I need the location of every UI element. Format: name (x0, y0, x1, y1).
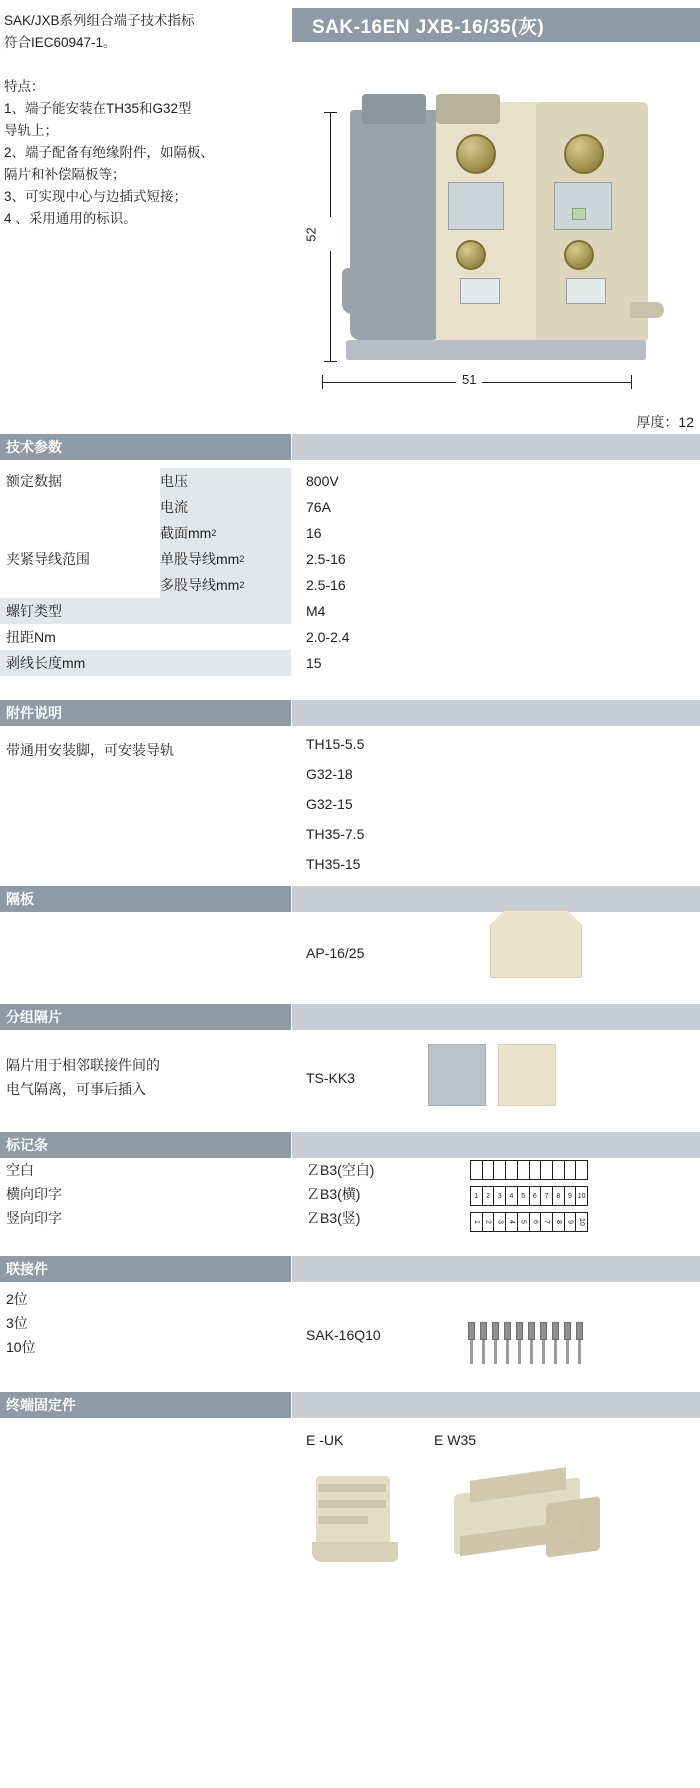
marker-strip-blank (470, 1160, 588, 1180)
comb-tooth (552, 1322, 559, 1340)
table-row (0, 520, 700, 546)
terminal-body-gray (350, 110, 442, 340)
marker-label-blank: 空白 (6, 1162, 34, 1178)
terminal-cap-left (362, 94, 426, 124)
section-header-divider (0, 886, 292, 912)
width-dimension-value: 51 (456, 372, 482, 387)
intro-line-0: SAK/JXB系列组合端子技术指标 (4, 13, 195, 28)
section-header-connector-label: 联接件 (6, 1261, 48, 1277)
intro-line-9: 4 、采用通用的标识。 (4, 211, 137, 226)
comb-tooth (576, 1322, 583, 1340)
connector-code: SAK-16Q10 (306, 1327, 381, 1343)
table-row (0, 468, 700, 494)
tech-value-screw-type: M4 (292, 598, 700, 624)
marker-cell: 4 (506, 1187, 518, 1205)
intro-line-7: 隔片和补偿隔板等； (4, 167, 126, 182)
height-dimension-value: 52 (301, 227, 322, 241)
marker-label-horizontal: 横向印字 (6, 1186, 62, 1202)
marker-cell (541, 1161, 553, 1179)
table-row (0, 546, 700, 572)
divider-plate-shape (490, 910, 582, 978)
section-header-end-stop (0, 1392, 292, 1418)
tech-sublabel-multi-sup: 2 (239, 580, 245, 590)
section-header-tech-label: 技术参数 (6, 439, 62, 455)
tech-sublabel-single-sup: 2 (239, 554, 245, 564)
table-row (0, 598, 700, 624)
marker-cell: 5 (518, 1187, 530, 1205)
marker-cell (553, 1161, 565, 1179)
height-dimension-mask (326, 217, 335, 251)
tech-sublabel-section (160, 520, 292, 546)
comb-tooth (516, 1322, 523, 1340)
marker-cell (530, 1161, 542, 1179)
tech-label-strip-length: 剥线长度mm (0, 650, 292, 676)
marker-cell (565, 1161, 577, 1179)
terminal-block-illustration (340, 90, 670, 370)
tech-label-blank-1 (0, 494, 160, 520)
marker-cell: 3 (494, 1187, 506, 1205)
terminal-screw-1 (456, 134, 496, 174)
terminal-side-tab (630, 302, 664, 318)
marker-cell (506, 1161, 518, 1179)
tech-sublabel-voltage: 电压 (160, 468, 292, 494)
marker-cell (518, 1161, 530, 1179)
marker-cell: 2 (483, 1187, 495, 1205)
marker-cell: 8 (553, 1187, 565, 1205)
height-dimension-cap-top (324, 112, 337, 113)
section-header-group-separator-right (292, 1004, 700, 1030)
marker-cell: 1 (471, 1187, 483, 1205)
marker-code-vertical: ＺB3(竖) (306, 1210, 361, 1226)
tech-sublabel-section-base: 截面mm (160, 525, 212, 541)
section-header-divider-right (292, 886, 700, 912)
terminal-rail-foot (346, 340, 646, 360)
marker-cell: 6 (530, 1213, 542, 1231)
tech-sublabel-multi-base: 多股导线mm (160, 577, 240, 593)
height-dimension (303, 112, 338, 362)
terminal-metal-clamp-3 (460, 278, 500, 304)
comb-tooth (480, 1322, 487, 1340)
comb-pin (530, 1340, 533, 1364)
euk-rib-1 (318, 1484, 386, 1492)
marker-cell: 10 (577, 1192, 586, 1200)
section-header-end-stop-right (292, 1392, 700, 1418)
euk-rib-2 (318, 1500, 386, 1508)
section-header-tech-right (292, 434, 700, 460)
divider-part-code: AP-16/25 (306, 945, 365, 961)
accessory-rail-0: TH15-5.5 (306, 736, 365, 752)
tech-value-voltage: 800V (292, 468, 700, 494)
section-header-marker-label: 标记条 (6, 1137, 48, 1153)
table-row (0, 494, 700, 520)
marker-cell: 7 (541, 1213, 553, 1231)
intro-line-4: 1、端子能安装在TH35和G32型 (4, 101, 192, 116)
terminal-metal-clamp-2 (554, 182, 612, 230)
width-dimension-cap-left (322, 375, 323, 389)
intro-line-5: 导轨上； (4, 123, 58, 138)
tech-label-wire-range: 夹紧导线范围 (0, 546, 160, 572)
marker-label-vertical: 竖向印字 (6, 1210, 62, 1226)
comb-tooth (492, 1322, 499, 1340)
marker-code-blank: ＺB3(空白) (306, 1162, 375, 1178)
end-stop-label-1: E -UK (306, 1432, 344, 1448)
accessory-rail-3: TH35-7.5 (306, 826, 365, 842)
tech-label-blank-3 (0, 572, 160, 598)
marker-cell: 7 (541, 1187, 553, 1205)
section-header-accessories-right (292, 700, 700, 726)
marker-cell: 6 (530, 1187, 542, 1205)
terminal-green-marker (572, 208, 586, 220)
comb-pin (566, 1340, 569, 1364)
comb-tooth (564, 1322, 571, 1340)
accessory-mount-label: 带通用安装脚，可安装导轨 (6, 742, 174, 758)
section-header-accessories (0, 700, 292, 726)
section-header-accessories-label: 附件说明 (6, 705, 62, 721)
connector-position-2: 10位 (6, 1339, 36, 1355)
euk-rib-3 (318, 1516, 368, 1524)
table-row (0, 624, 700, 650)
column-divider (291, 0, 292, 1788)
comb-pin (554, 1340, 557, 1364)
table-row (0, 650, 700, 676)
terminal-screw-4 (564, 240, 594, 270)
comb-pin (470, 1340, 473, 1364)
connector-comb-illustration (468, 1322, 588, 1366)
comb-tooth (540, 1322, 547, 1340)
tech-value-strip-length: 15 (292, 650, 700, 676)
width-dimension (322, 372, 632, 392)
product-image-area (292, 42, 700, 430)
marker-cell: 9 (565, 1213, 577, 1231)
marker-cell: 8 (553, 1213, 565, 1231)
tech-sublabel-single-base: 单股导线mm (160, 551, 240, 567)
tech-sublabel-single-wire (160, 546, 292, 572)
comb-pin (482, 1340, 485, 1364)
marker-cell: 5 (518, 1213, 530, 1231)
terminal-metal-clamp-1 (448, 182, 504, 230)
terminal-metal-clamp-4 (566, 278, 606, 304)
comb-pin (578, 1340, 581, 1364)
intro-line-6: 2、端子配备有绝缘附件，如隔板、 (4, 145, 215, 160)
tech-sublabel-current: 电流 (160, 494, 292, 520)
group-separator-plate-gray (428, 1044, 486, 1106)
connector-position-0: 2位 (6, 1291, 28, 1307)
terminal-cap-right (436, 94, 500, 124)
end-stop-label-2: E W35 (434, 1432, 477, 1448)
accessory-rail-1: G32-18 (306, 766, 353, 782)
intro-text-block (0, 0, 290, 230)
intro-spacer (4, 54, 282, 76)
marker-cell: 9 (565, 1187, 577, 1205)
tech-sublabel-multi-wire (160, 572, 292, 598)
section-header-marker-right (292, 1132, 700, 1158)
section-header-divider-label: 隔板 (6, 891, 34, 907)
marker-strip-vertical (470, 1212, 588, 1232)
intro-line-8: 3、可实现中心与边插式短接； (4, 189, 188, 204)
end-stop-ew35-illustration (450, 1466, 610, 1576)
terminal-screw-3 (456, 240, 486, 270)
section-header-end-stop-label: 终端固定件 (6, 1397, 76, 1413)
marker-strip-horizontal (470, 1186, 588, 1206)
tech-label-rated: 额定数据 (0, 468, 160, 494)
marker-cell: 3 (494, 1213, 506, 1231)
group-separator-plate-beige (498, 1044, 556, 1106)
accessory-rail-2: G32-15 (306, 796, 353, 812)
accessory-mount-row (0, 726, 700, 886)
terminal-screw-2 (564, 134, 604, 174)
intro-line-3: 特点： (4, 79, 45, 94)
comb-tooth (468, 1322, 475, 1340)
group-separator-code: TS-KK3 (306, 1070, 356, 1086)
comb-tooth (504, 1322, 511, 1340)
section-header-marker (0, 1132, 292, 1158)
table-row (0, 572, 700, 598)
accessory-rail-4: TH35-15 (306, 856, 361, 872)
tech-label-screw-type: 螺钉类型 (0, 598, 292, 624)
marker-cell (471, 1161, 483, 1179)
product-title: SAK-16EN JXB-16/35(灰) (312, 16, 545, 38)
intro-line-1: 符合IEC60947-1。 (4, 35, 117, 50)
tech-value-multi-wire: 2.5-16 (292, 572, 700, 598)
section-header-group-separator-label: 分组隔片 (6, 1009, 62, 1025)
group-separator-desc-1: 隔片用于相邻联接件间的 (6, 1057, 160, 1073)
tech-value-torque: 2.0-2.4 (292, 624, 700, 650)
tech-value-section: 16 (292, 520, 700, 546)
width-dimension-cap-right (631, 375, 632, 389)
height-dimension-cap-bottom (324, 361, 337, 362)
tech-value-current: 76A (292, 494, 700, 520)
marker-cell (483, 1161, 495, 1179)
end-stop-euk-illustration (306, 1470, 426, 1566)
comb-pin (506, 1340, 509, 1364)
section-header-group-separator (0, 1004, 292, 1030)
tech-sublabel-section-sup: 2 (211, 528, 217, 538)
comb-pin (542, 1340, 545, 1364)
marker-cell: 4 (506, 1213, 518, 1231)
product-title-bar (292, 8, 700, 42)
comb-pin (518, 1340, 521, 1364)
section-header-connector (0, 1256, 292, 1282)
section-header-connector-right (292, 1256, 700, 1282)
tech-value-single-wire: 2.5-16 (292, 546, 700, 572)
comb-tooth (528, 1322, 535, 1340)
tech-label-torque: 扭距Nm (0, 624, 292, 650)
tech-label-blank-2 (0, 520, 160, 546)
marker-cell: 2 (483, 1213, 495, 1231)
marker-code-horizontal: ＺB3(横) (306, 1186, 361, 1202)
comb-pin (494, 1340, 497, 1364)
marker-cell: 1 (471, 1213, 483, 1231)
marker-cell (576, 1161, 587, 1179)
euk-base (312, 1542, 398, 1562)
thickness-label: 厚度：12 (636, 414, 694, 430)
marker-cell (494, 1161, 506, 1179)
connector-position-1: 3位 (6, 1315, 28, 1331)
group-separator-desc-2: 电气隔离，可事后插入 (6, 1081, 146, 1097)
marker-cell: 10 (578, 1218, 586, 1226)
section-header-tech (0, 434, 292, 460)
